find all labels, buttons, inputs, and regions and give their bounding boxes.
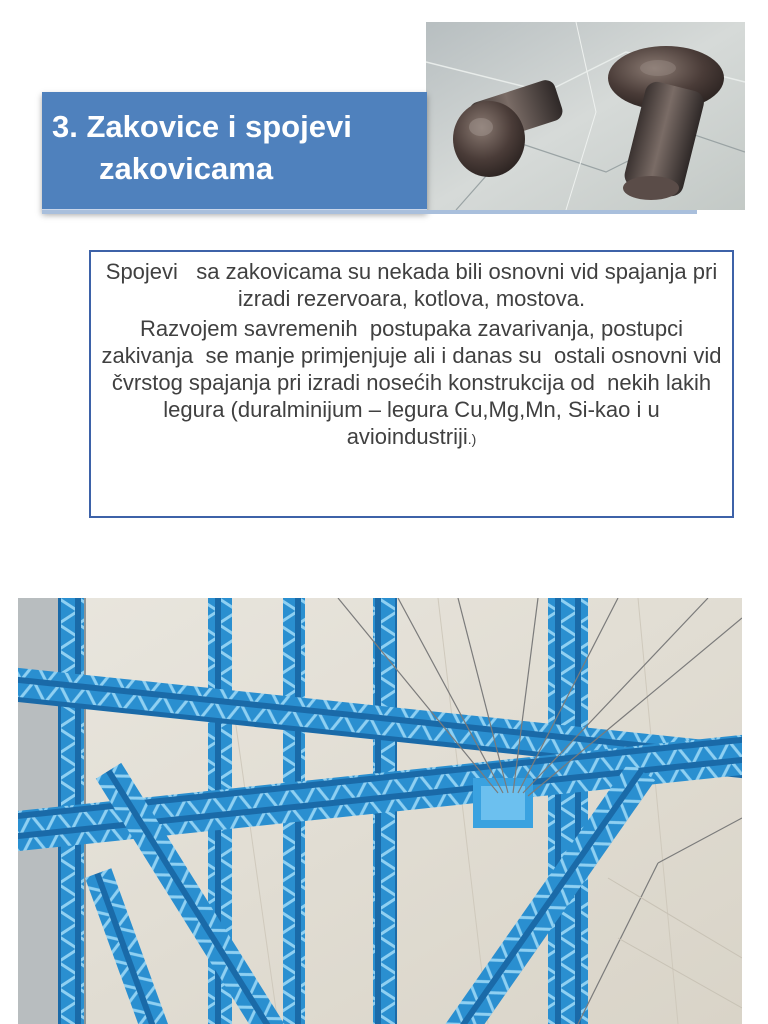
paragraph-2 [99, 315, 728, 453]
description-text-box [89, 250, 734, 518]
paragraph-2-tail: .) [467, 431, 477, 447]
paragraph-1: Spojevi sa zakovicama su nekada bili osnovni vid spajanja pri izradi rezervoara, kotlova, mostova. [105, 259, 724, 311]
paragraph-2-main: Razvojem savremenih postupaka zavarivanja, postupci zakivanja se manje primjenjuje ali i danas su ostali osnovni vid čvrstog spajanja pri izradi nosećih konstrukcija od nekih lakih legura (duralminijum – legura Cu,Mg,Mn, Si-kao i u avioindustriji [101, 316, 728, 449]
title-underline [42, 210, 697, 214]
title-line-2: zakovicama [99, 151, 274, 186]
truss-structure-photo [18, 598, 742, 1024]
title-line-1: 3. Zakovice i spojevi [52, 109, 352, 144]
rivets-photo [426, 22, 745, 210]
title-banner [42, 92, 427, 212]
